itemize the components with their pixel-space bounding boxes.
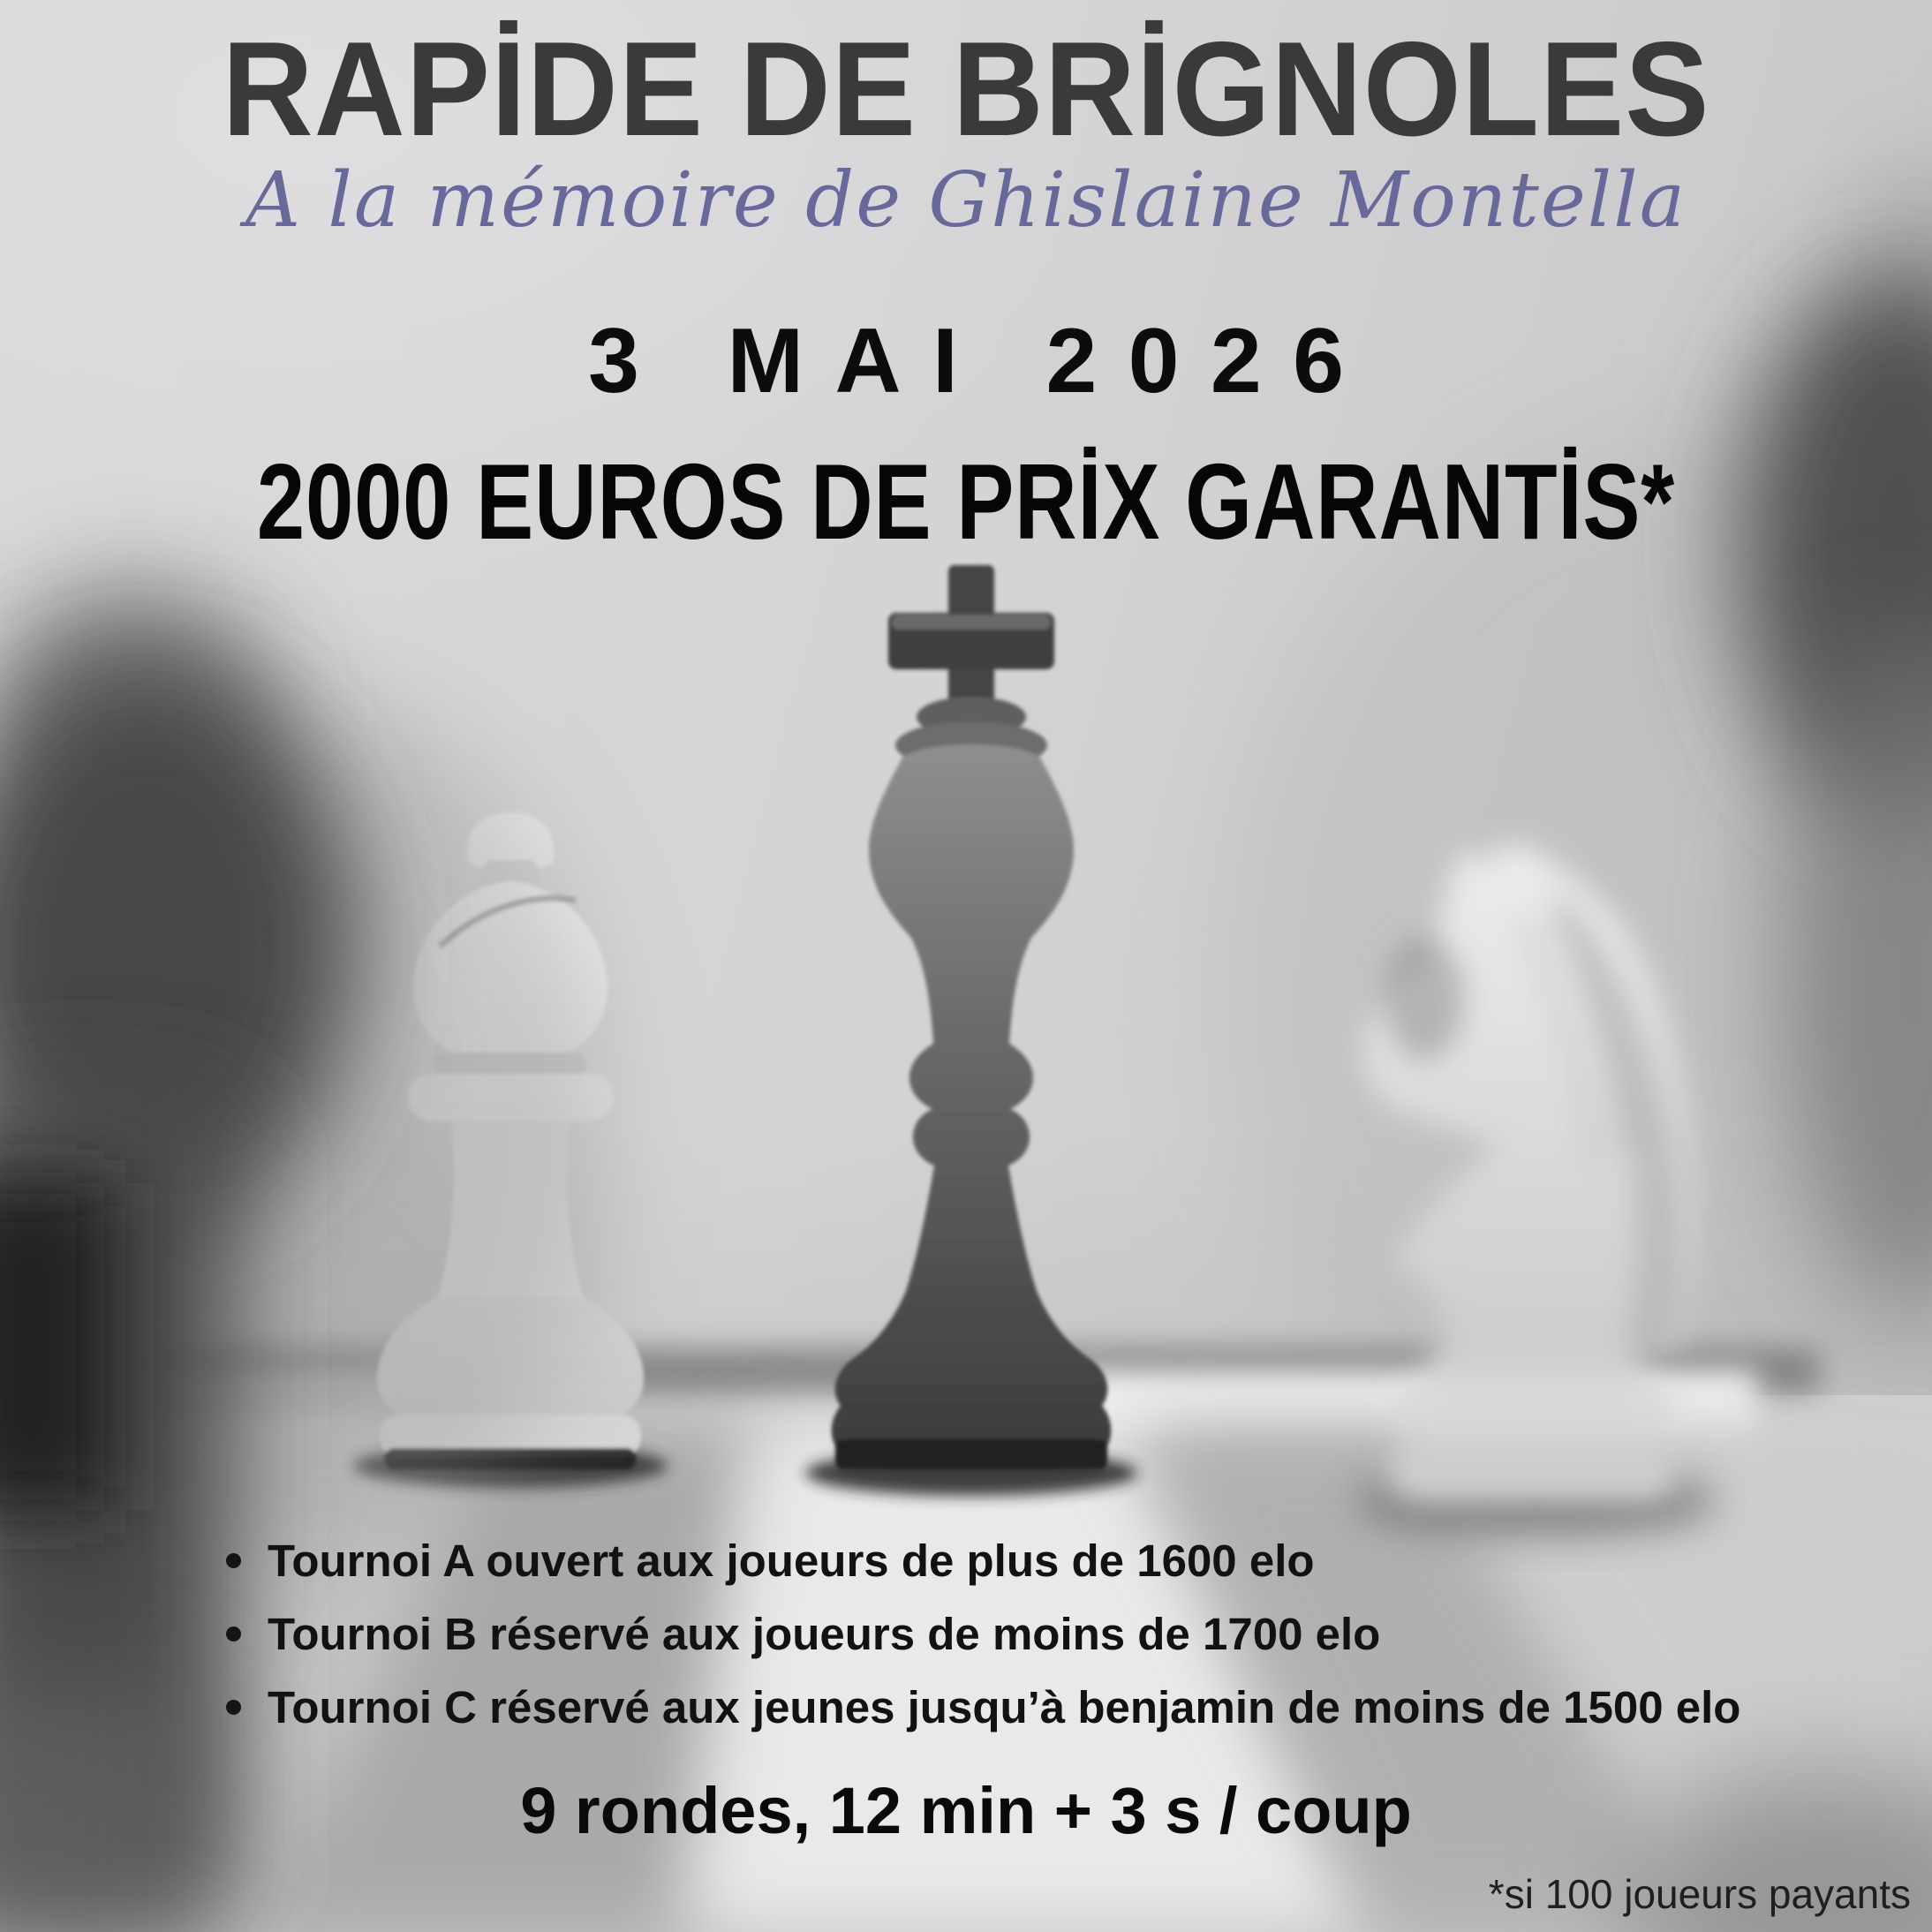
payment-condition-footnote: *si 100 joueurs payants	[1488, 1871, 1911, 1917]
event-date-text: 3 MAI 2026	[588, 310, 1376, 412]
bullet-dot-icon	[226, 1626, 241, 1641]
tournament-item-label: Tournoi B réservé aux joueurs de moins de 1700 elo	[268, 1609, 1381, 1659]
bullet-dot-icon	[226, 1700, 241, 1715]
prize-banner: 2000 EUROS DE PRİX GARANTİS*	[256, 441, 1676, 562]
memorial-subtitle: A la mémoire de Ghislaine Montella	[245, 156, 1687, 245]
tournament-item-label: Tournoi A ouvert aux joueurs de plus de 1600 elo	[268, 1536, 1315, 1586]
tournament-item-a	[226, 1524, 1740, 1597]
time-control: 9 rondes, 12 min + 3 s / coup	[520, 1774, 1412, 1847]
event-date	[0, 309, 1932, 414]
tournament-list	[226, 1524, 1740, 1744]
bullet-dot-icon	[226, 1553, 241, 1568]
tournament-item-b	[226, 1597, 1740, 1671]
tournament-item-c	[226, 1671, 1740, 1744]
king-piece	[832, 565, 1112, 1469]
event-title: RAPİDE DE BRİGNOLES	[222, 14, 1710, 164]
tournament-item-label: Tournoi C réservé aux jeunes jusqu’à benjamin de moins de 1500 elo	[268, 1682, 1741, 1732]
